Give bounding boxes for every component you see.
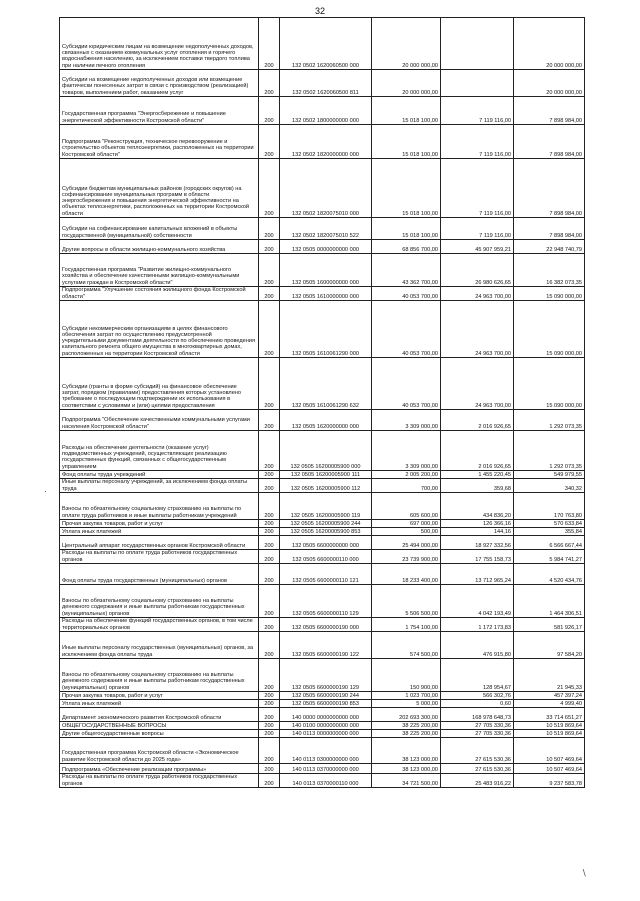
cell-plan: 150 900,00 bbox=[372, 659, 441, 692]
cell-rest: 570 633,84 bbox=[514, 520, 585, 528]
cell-fact: 25 483 916,22 bbox=[441, 774, 514, 788]
cell-desc: Расходы на выплаты по оплате труда работников государственных органов bbox=[60, 550, 259, 564]
cell-desc: Государственная программа Костромской области «Экономическое развитие Костромской области до 2025 года» bbox=[60, 738, 259, 764]
table-row bbox=[60, 774, 585, 788]
cell-fact: 1 455 220,45 bbox=[441, 471, 514, 479]
cell-grbs: 200 bbox=[259, 70, 280, 97]
cell-desc: Другие вопросы в области жилищно-коммунального хозяйства bbox=[60, 240, 259, 254]
cell-code: 132 0502 1820075010 000 bbox=[280, 159, 372, 218]
cell-fact: 27 615 530,36 bbox=[441, 764, 514, 774]
cell-grbs: 200 bbox=[259, 125, 280, 159]
table-row bbox=[60, 520, 585, 528]
cell-rest: 7 898 984,00 bbox=[514, 125, 585, 159]
table-row bbox=[60, 493, 585, 520]
table-row bbox=[60, 738, 585, 764]
cell-desc: Государственная программа "Развитие жилищно-коммунального хозяйства и обеспечение качественными жилищно-коммунальными услугами граждан в Костромской области" bbox=[60, 254, 259, 287]
cell-grbs: 200 bbox=[259, 536, 280, 550]
cell-code: 132 0502 1820000000 000 bbox=[280, 125, 372, 159]
cell-code: 132 0505 6600000190 000 bbox=[280, 618, 372, 632]
cell-plan: 15 018 100,00 bbox=[372, 218, 441, 240]
cell-grbs: 200 bbox=[259, 493, 280, 520]
cell-rest: 20 000 000,00 bbox=[514, 18, 585, 70]
cell-grbs: 200 bbox=[259, 764, 280, 774]
cell-plan: 500,00 bbox=[372, 528, 441, 536]
cell-desc: Расходы на обеспечение деятельности (оказание услуг) подведомственных учреждений, осуществляющих реализацию государственных функций, связанных с общегосударственным управлением bbox=[60, 431, 259, 471]
cell-fact: 24 963 700,00 bbox=[441, 287, 514, 301]
cell-desc: Прочая закупка товаров, работ и услуг bbox=[60, 692, 259, 700]
table-row bbox=[60, 159, 585, 218]
cell-desc: Государственная программа "Энергосбережение и повышение энергетической эффективности Костромской области" bbox=[60, 97, 259, 125]
table-row bbox=[60, 550, 585, 564]
cell-fact: 27 615 530,36 bbox=[441, 738, 514, 764]
cell-rest: 7 898 984,00 bbox=[514, 218, 585, 240]
cell-desc: Подпрограмма «Обеспечение реализации программы» bbox=[60, 764, 259, 774]
cell-grbs: 200 bbox=[259, 301, 280, 358]
cell-rest: 457 397,24 bbox=[514, 692, 585, 700]
cell-code: 140 0000 0000000000 000 bbox=[280, 708, 372, 722]
cell-grbs: 200 bbox=[259, 254, 280, 287]
cell-plan: 38 123 000,00 bbox=[372, 738, 441, 764]
cell-grbs: 200 bbox=[259, 730, 280, 738]
cell-desc: Взносы по обязательному социальному страхованию на выплаты по оплате труда работников и иные выплаты работникам учреждений bbox=[60, 493, 259, 520]
cell-rest: 1 292 073,35 bbox=[514, 431, 585, 471]
table-row bbox=[60, 564, 585, 585]
cell-rest: 340,32 bbox=[514, 479, 585, 493]
table-row bbox=[60, 479, 585, 493]
cell-code: 132 0505 16200005900 000 bbox=[280, 431, 372, 471]
cell-plan: 5 000,00 bbox=[372, 700, 441, 708]
cell-grbs: 200 bbox=[259, 738, 280, 764]
cell-plan: 15 018 100,00 bbox=[372, 97, 441, 125]
scan-mark: ∖ bbox=[581, 868, 587, 878]
cell-fact: 7 119 116,00 bbox=[441, 159, 514, 218]
cell-fact: 27 705 330,36 bbox=[441, 730, 514, 738]
cell-fact: 7 119 116,00 bbox=[441, 97, 514, 125]
page-number: 32 bbox=[314, 6, 325, 16]
cell-grbs: 200 bbox=[259, 479, 280, 493]
cell-rest: 15 090 000,00 bbox=[514, 287, 585, 301]
cell-code: 132 0505 1600000000 000 bbox=[280, 254, 372, 287]
cell-plan: 3 309 000,00 bbox=[372, 431, 441, 471]
cell-plan: 574 500,00 bbox=[372, 632, 441, 659]
table-row bbox=[60, 410, 585, 431]
cell-plan: 15 018 100,00 bbox=[372, 125, 441, 159]
cell-rest: 6 566 667,44 bbox=[514, 536, 585, 550]
cell-plan: 20 000 000,00 bbox=[372, 18, 441, 70]
table-row bbox=[60, 358, 585, 410]
cell-desc: Уплата иных платежей bbox=[60, 528, 259, 536]
cell-code: 132 0505 6600000190 244 bbox=[280, 692, 372, 700]
cell-plan: 2 005 200,00 bbox=[372, 471, 441, 479]
cell-fact: 476 915,80 bbox=[441, 632, 514, 659]
cell-rest: 4 520 434,76 bbox=[514, 564, 585, 585]
cell-fact: 2 016 926,65 bbox=[441, 410, 514, 431]
cell-plan: 1 023 700,00 bbox=[372, 692, 441, 700]
cell-rest: 4 999,40 bbox=[514, 700, 585, 708]
cell-desc: Взносы по обязательному социальному страхованию на выплаты денежного содержания и иные выплаты работникам государственных (муниципальных) органов bbox=[60, 585, 259, 618]
table-row bbox=[60, 125, 585, 159]
cell-desc: Фонд оплаты труда государственных (муниципальных) органов bbox=[60, 564, 259, 585]
cell-grbs: 200 bbox=[259, 550, 280, 564]
table-row bbox=[60, 287, 585, 301]
cell-code: 132 0505 16200005900 112 bbox=[280, 479, 372, 493]
cell-grbs: 200 bbox=[259, 159, 280, 218]
cell-desc: Субсидии (гранты в форме субсидий) на финансовое обеспечение затрат, порядком (правилами) предоставления которых установлено требование о последующем подтверждении их использования в соответствии с условиями и (или) целями предоставления bbox=[60, 358, 259, 410]
cell-rest: 549 979,55 bbox=[514, 471, 585, 479]
cell-grbs: 200 bbox=[259, 520, 280, 528]
cell-plan: 605 600,00 bbox=[372, 493, 441, 520]
cell-rest: 355,84 bbox=[514, 528, 585, 536]
cell-desc: Субсидии бюджетам муниципальных районов (городских округов) на софинансирование муниципальных программ в области энергосбережения и повышения энергетической эффективности на объектах теплоэнергетики, расположенных на территории Костромской области bbox=[60, 159, 259, 218]
cell-fact: 359,68 bbox=[441, 479, 514, 493]
cell-desc: Иные выплаты персоналу государственных (муниципальных) органов, за исключением фонда оплаты труда bbox=[60, 632, 259, 659]
cell-grbs: 200 bbox=[259, 97, 280, 125]
cell-grbs: 200 bbox=[259, 692, 280, 700]
table-row bbox=[60, 97, 585, 125]
cell-rest: 7 898 984,00 bbox=[514, 97, 585, 125]
cell-desc: Другие общегосударственные вопросы bbox=[60, 730, 259, 738]
cell-rest: 1 464 306,51 bbox=[514, 585, 585, 618]
cell-fact: 0,60 bbox=[441, 700, 514, 708]
cell-fact: 126 366,16 bbox=[441, 520, 514, 528]
table-row bbox=[60, 722, 585, 730]
cell-plan: 43 362 700,00 bbox=[372, 254, 441, 287]
cell-plan: 40 053 700,00 bbox=[372, 358, 441, 410]
cell-plan: 18 233 400,00 bbox=[372, 564, 441, 585]
cell-code: 132 0505 6600000190 853 bbox=[280, 700, 372, 708]
cell-grbs: 200 bbox=[259, 431, 280, 471]
table-row bbox=[60, 254, 585, 287]
cell-plan: 38 225 200,00 bbox=[372, 730, 441, 738]
cell-code: 132 0505 16200005900 119 bbox=[280, 493, 372, 520]
cell-fact: 566 302,76 bbox=[441, 692, 514, 700]
table-row bbox=[60, 708, 585, 722]
cell-code: 132 0502 1800000000 000 bbox=[280, 97, 372, 125]
cell-fact: 434 836,20 bbox=[441, 493, 514, 520]
cell-rest: 22 948 740,79 bbox=[514, 240, 585, 254]
cell-desc: Субсидии юридическим лицам на возмещение недополученных доходов, связанных с оказанием коммунальных услуг отопления и горячего водоснабжения населению, за исключением поставки твердого топлива при наличии печного отопления bbox=[60, 18, 259, 70]
cell-desc: Субсидии некоммерческим организациям в целях финансового обеспечения затрат по осуществлению предусмотренной учредительными документами деятельности по обеспечению проведения капитального ремонта общего имущества в многоквартирных домах, расположенных на территории Костромской области bbox=[60, 301, 259, 358]
table-row bbox=[60, 218, 585, 240]
cell-grbs: 200 bbox=[259, 218, 280, 240]
cell-fact: 4 042 193,49 bbox=[441, 585, 514, 618]
cell-code: 132 0505 0000000000 000 bbox=[280, 240, 372, 254]
cell-code: 132 0502 1820075010 522 bbox=[280, 218, 372, 240]
cell-fact: 7 119 116,00 bbox=[441, 125, 514, 159]
cell-code: 132 0505 16200005900 111 bbox=[280, 471, 372, 479]
cell-fact bbox=[441, 70, 514, 97]
cell-plan: 1 754 100,00 bbox=[372, 618, 441, 632]
table-row bbox=[60, 730, 585, 738]
cell-desc: Подпрограмма "Обеспечение качественными коммунальными услугами населения Костромской области" bbox=[60, 410, 259, 431]
cell-fact: 7 119 116,00 bbox=[441, 218, 514, 240]
table-row bbox=[60, 692, 585, 700]
cell-desc: ОБЩЕГОСУДАРСТВЕННЫЕ ВОПРОСЫ bbox=[60, 722, 259, 730]
cell-rest: 9 237 583,78 bbox=[514, 774, 585, 788]
cell-grbs: 200 bbox=[259, 659, 280, 692]
cell-grbs: 200 bbox=[259, 722, 280, 730]
cell-grbs: 200 bbox=[259, 410, 280, 431]
cell-plan: 700,00 bbox=[372, 479, 441, 493]
cell-fact: 144,16 bbox=[441, 528, 514, 536]
cell-code: 132 0505 6600000110 129 bbox=[280, 585, 372, 618]
cell-rest: 1 292 073,35 bbox=[514, 410, 585, 431]
cell-rest: 10 507 469,64 bbox=[514, 764, 585, 774]
cell-code: 132 0505 6600000190 122 bbox=[280, 632, 372, 659]
cell-fact: 17 755 158,73 bbox=[441, 550, 514, 564]
table-row bbox=[60, 618, 585, 632]
cell-desc: Уплата иных платежей bbox=[60, 700, 259, 708]
cell-plan: 38 123 000,00 bbox=[372, 764, 441, 774]
cell-code: 132 0505 16200005900 244 bbox=[280, 520, 372, 528]
cell-code: 132 0502 1620060500 000 bbox=[280, 18, 372, 70]
cell-plan: 5 506 500,00 bbox=[372, 585, 441, 618]
cell-grbs: 200 bbox=[259, 632, 280, 659]
cell-grbs: 200 bbox=[259, 287, 280, 301]
cell-plan: 15 018 100,00 bbox=[372, 159, 441, 218]
cell-rest: 5 984 741,27 bbox=[514, 550, 585, 564]
cell-desc: Иные выплаты персоналу учреждений, за исключением фонда оплаты труда bbox=[60, 479, 259, 493]
cell-fact: 26 980 626,65 bbox=[441, 254, 514, 287]
cell-rest: 7 898 984,00 bbox=[514, 159, 585, 218]
scan-dot: · bbox=[44, 486, 47, 496]
cell-rest: 33 714 651,27 bbox=[514, 708, 585, 722]
table-row bbox=[60, 764, 585, 774]
budget-table bbox=[59, 17, 585, 788]
cell-grbs: 200 bbox=[259, 18, 280, 70]
table-row bbox=[60, 301, 585, 358]
cell-desc: Подпрограмма "Улучшение состояния жилищного фонда Костромской области" bbox=[60, 287, 259, 301]
cell-grbs: 200 bbox=[259, 240, 280, 254]
cell-code: 132 0505 6600000000 000 bbox=[280, 536, 372, 550]
table-row bbox=[60, 632, 585, 659]
cell-desc: Прочая закупка товаров, работ и услуг bbox=[60, 520, 259, 528]
cell-code: 140 0113 0300000000 000 bbox=[280, 738, 372, 764]
table-row bbox=[60, 18, 585, 70]
cell-code: 140 0113 0000000000 000 bbox=[280, 730, 372, 738]
cell-rest: 97 584,20 bbox=[514, 632, 585, 659]
cell-desc: Расходы на выплаты по оплате труда работников государственных органов bbox=[60, 774, 259, 788]
cell-fact: 18 927 332,56 bbox=[441, 536, 514, 550]
cell-rest: 581 926,17 bbox=[514, 618, 585, 632]
cell-fact: 168 978 648,73 bbox=[441, 708, 514, 722]
cell-grbs: 200 bbox=[259, 708, 280, 722]
cell-fact: 2 016 926,65 bbox=[441, 431, 514, 471]
cell-code: 140 0100 0000000000 000 bbox=[280, 722, 372, 730]
cell-grbs: 200 bbox=[259, 585, 280, 618]
cell-plan: 68 856 700,00 bbox=[372, 240, 441, 254]
table-row bbox=[60, 536, 585, 550]
cell-fact: 45 907 959,21 bbox=[441, 240, 514, 254]
cell-code: 132 0505 6600000110 000 bbox=[280, 550, 372, 564]
cell-rest: 10 519 869,64 bbox=[514, 730, 585, 738]
cell-plan: 38 225 200,00 bbox=[372, 722, 441, 730]
cell-code: 132 0505 1620000000 000 bbox=[280, 410, 372, 431]
cell-grbs: 200 bbox=[259, 528, 280, 536]
cell-code: 140 0113 0370000110 000 bbox=[280, 774, 372, 788]
cell-fact: 24 963 700,00 bbox=[441, 301, 514, 358]
cell-fact: 27 705 330,36 bbox=[441, 722, 514, 730]
cell-plan: 20 000 000,00 bbox=[372, 70, 441, 97]
cell-code: 132 0505 1610061290 000 bbox=[280, 301, 372, 358]
cell-rest: 15 090 000,00 bbox=[514, 358, 585, 410]
cell-plan: 23 739 900,00 bbox=[372, 550, 441, 564]
cell-desc: Департамент экономического развития Костромской области bbox=[60, 708, 259, 722]
cell-grbs: 200 bbox=[259, 471, 280, 479]
cell-grbs: 200 bbox=[259, 618, 280, 632]
table-row bbox=[60, 240, 585, 254]
cell-code: 132 0502 1620060500 811 bbox=[280, 70, 372, 97]
cell-code: 132 0505 6600000110 121 bbox=[280, 564, 372, 585]
cell-fact bbox=[441, 18, 514, 70]
cell-rest: 16 382 073,35 bbox=[514, 254, 585, 287]
cell-desc: Фонд оплаты труда учреждений bbox=[60, 471, 259, 479]
cell-plan: 40 053 700,00 bbox=[372, 287, 441, 301]
cell-desc: Субсидии на возмещение недополученных доходов или возмещение фактически понесенных затрат в связи с производством (реализацией) товаров, выполнением работ, оказанием услуг bbox=[60, 70, 259, 97]
cell-rest: 170 763,80 bbox=[514, 493, 585, 520]
cell-fact: 24 963 700,00 bbox=[441, 358, 514, 410]
table-row bbox=[60, 659, 585, 692]
cell-rest: 21 945,33 bbox=[514, 659, 585, 692]
cell-desc: Центральный аппарат государственных органов Костромской области bbox=[60, 536, 259, 550]
cell-code: 132 0505 1610061290 632 bbox=[280, 358, 372, 410]
cell-fact: 1 172 173,83 bbox=[441, 618, 514, 632]
cell-grbs: 200 bbox=[259, 774, 280, 788]
cell-code: 132 0505 1610000000 000 bbox=[280, 287, 372, 301]
cell-fact: 128 954,67 bbox=[441, 659, 514, 692]
cell-grbs: 200 bbox=[259, 700, 280, 708]
cell-code: 140 0113 0370000000 000 bbox=[280, 764, 372, 774]
cell-plan: 3 309 000,00 bbox=[372, 410, 441, 431]
cell-grbs: 200 bbox=[259, 358, 280, 410]
table-row bbox=[60, 431, 585, 471]
table-row bbox=[60, 700, 585, 708]
cell-rest: 15 090 000,00 bbox=[514, 301, 585, 358]
cell-desc: Взносы по обязательному социальному страхованию на выплаты денежного содержания и иные выплаты работникам государственных (муниципальных) органов bbox=[60, 659, 259, 692]
cell-rest: 20 000 000,00 bbox=[514, 70, 585, 97]
cell-rest: 10 507 469,64 bbox=[514, 738, 585, 764]
cell-plan: 34 721 500,00 bbox=[372, 774, 441, 788]
table-row bbox=[60, 528, 585, 536]
cell-desc: Подпрограмма "Реконструкция, техническое перевооружение и строительство объектов теплоэнергетики, расположенных на территории Костромской области" bbox=[60, 125, 259, 159]
cell-plan: 697 000,00 bbox=[372, 520, 441, 528]
cell-desc: Расходы на обеспечение функций государственных органов, в том числе территориальных органов bbox=[60, 618, 259, 632]
cell-desc: Субсидии на софинансирование капитальных вложений в объекты государственной (муниципальной) собственности bbox=[60, 218, 259, 240]
cell-rest: 10 519 869,64 bbox=[514, 722, 585, 730]
table-row bbox=[60, 471, 585, 479]
table-row bbox=[60, 70, 585, 97]
cell-fact: 13 712 965,24 bbox=[441, 564, 514, 585]
cell-plan: 40 053 700,00 bbox=[372, 301, 441, 358]
cell-plan: 25 494 000,00 bbox=[372, 536, 441, 550]
cell-code: 132 0505 16200005900 853 bbox=[280, 528, 372, 536]
cell-grbs: 200 bbox=[259, 564, 280, 585]
cell-code: 132 0505 6600000190 129 bbox=[280, 659, 372, 692]
cell-plan: 202 693 300,00 bbox=[372, 708, 441, 722]
table-row bbox=[60, 585, 585, 618]
